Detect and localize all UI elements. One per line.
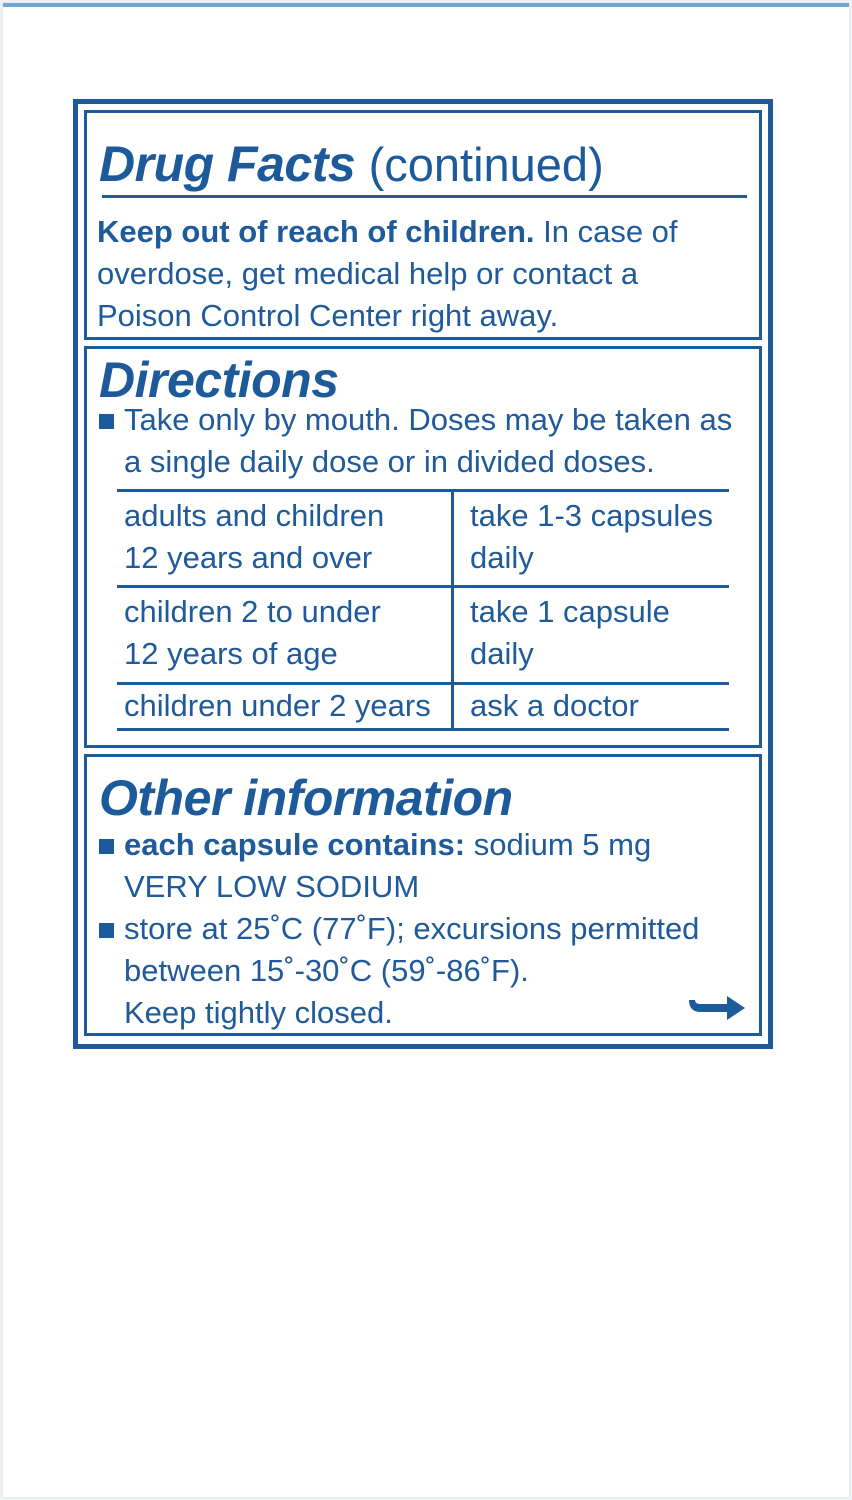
title-divider	[102, 195, 747, 198]
drug-facts-title	[99, 135, 604, 193]
arrow-right-icon	[687, 992, 747, 1022]
other-item-2-line-2: between 15˚-30˚C (59˚-86˚F).	[124, 953, 529, 988]
table-cell-dose: take 1-3 capsules	[470, 498, 713, 533]
table-rule-top	[117, 489, 729, 492]
warning-section	[84, 110, 762, 340]
package-panel	[3, 3, 849, 1497]
table-cell-dose: daily	[470, 636, 534, 671]
other-item-2-line-1: store at 25˚C (77˚F); excursions permitted	[124, 911, 700, 946]
directions-text-2: a single daily dose or in divided doses.	[124, 444, 655, 479]
warning-line-2: overdose, get medical help or contact a	[97, 256, 639, 291]
directions-section	[84, 346, 762, 748]
warning-line-1	[97, 211, 678, 253]
table-column-divider	[451, 489, 454, 731]
table-cell-dose: take 1 capsule	[470, 594, 670, 629]
table-cell-who: children under 2 years	[124, 688, 431, 723]
table-cell-who: adults and children	[124, 498, 385, 533]
warning-rest: In case of	[543, 214, 678, 249]
table-cell-who: 12 years of age	[124, 636, 338, 671]
bullet-icon	[99, 414, 114, 429]
bullet-icon	[99, 923, 114, 938]
other-information-heading: Other information	[99, 770, 513, 826]
table-cell-dose: ask a doctor	[470, 688, 639, 723]
other-information-section	[84, 754, 762, 1036]
warning-line-3: Poison Control Center right away.	[97, 298, 559, 333]
other-item-1-line-2: VERY LOW SODIUM	[124, 869, 420, 904]
table-cell-who: 12 years and over	[124, 540, 373, 575]
other-item-1-rest: sodium 5 mg	[473, 827, 652, 862]
table-cell-who: children 2 to under	[124, 594, 381, 629]
directions-text-1: Take only by mouth. Doses may be taken as	[124, 402, 733, 437]
directions-heading: Directions	[99, 352, 339, 408]
title-italic: Drug Facts	[99, 136, 356, 192]
other-item-1-line-1	[124, 824, 651, 866]
drug-facts-box	[73, 99, 773, 1049]
other-item-2-line-3: Keep tightly closed.	[124, 995, 393, 1030]
title-continued: (continued)	[368, 138, 604, 191]
warning-bold: Keep out of reach of children.	[97, 214, 535, 249]
other-item-1-bold: each capsule contains:	[124, 827, 466, 862]
table-rule	[117, 585, 729, 588]
table-cell-dose: daily	[470, 540, 534, 575]
table-rule-bottom	[117, 728, 729, 731]
bullet-icon	[99, 839, 114, 854]
